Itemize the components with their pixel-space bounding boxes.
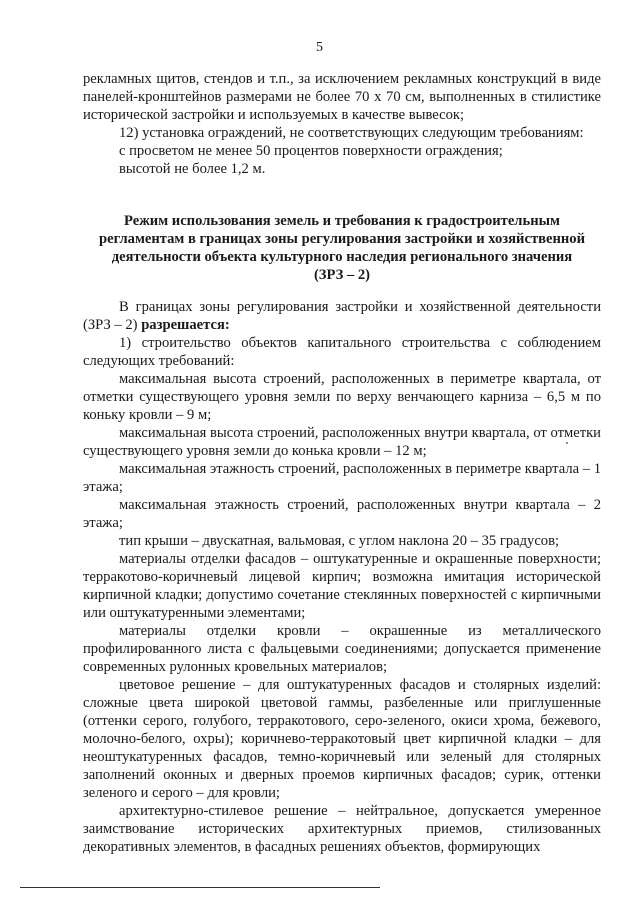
paragraph: 12) установка ограждений, не соответствующих следующим требованиям: [119,125,584,141]
paragraph: максимальная этажность строений, расположенных внутри квартала – 2 этажа; [83,497,601,531]
paragraph: с просветом не менее 50 процентов поверхности ограждения; [119,143,503,159]
section-title-line: деятельности объекта культурного наследия регионального значения [111,249,573,265]
paragraph: максимальная этажность строений, расположенных в периметре квартала – 1 этажа; [83,461,601,495]
section-title [83,212,601,284]
page-number: 5 [316,40,323,55]
paragraph: архитектурно-стилевое решение – нейтральное, допускается умеренное заимствование исторических архитектурных приемов, стилизованных декоративных элементов, в фасадных решениях объектов, формирующих [83,803,601,855]
paragraph: материалы отделки фасадов – оштукатуренные и окрашенные поверхности; терракотово-коричневый лицевой кирпич; возможна имитация исторической кирпичной кладки; допустимо сочетание стеклянных поверхностей с кирпичными или оштукатуренными элементами; [83,551,601,621]
top-section [83,70,601,178]
section-title-line: регламентам в границах зоны регулирования застройки и хозяйственной [99,231,585,247]
intro-text: В границах зоны регулирования застройки и хозяйственной деятельности (ЗРЗ – 2) [83,299,601,333]
scan-speck [566,442,568,444]
main-section [83,298,601,856]
paragraph: рекламных щитов, стендов и т.п., за исключением рекламных конструкций в виде панелей-кронштейнов размерами не более 70 х 70 см, выполненных в стилистике исторической застройки и используемых в качестве вывесок; [83,71,601,123]
intro-bold: разрешается: [141,317,230,333]
paragraph: материалы отделки кровли – окрашенные из металлического профилированного листа с фальцевыми соединениями; допускается применение современных рулонных кровельных материалов; [83,623,601,675]
paragraph: высотой не более 1,2 м. [119,161,266,177]
section-title-line: Режим использования земель и требования к градостроительным [124,213,560,229]
paragraph: 1) строительство объектов капитального строительства с соблюдением следующих требований: [83,335,601,369]
paragraph: цветовое решение – для оштукатуренных фасадов и столярных изделий: сложные цвета широкой цветовой гаммы, разбеленные или приглушенные (оттенки серого, голубого, терракотового, серо-зеленого, окиси хрома, бежевого, молочно-белого, охры); коричнево-терракотовый цвет кирпичной кладки – для неоштукатуренных фасадов, темно-коричневый или зеленый для столярных заполнений оконных и дверных проемов кирпичных фасадов; сурик, оттенки зеленого и серого – для кровли; [83,677,601,801]
paragraph: тип крыши – двускатная, вальмовая, с углом наклона 20 – 35 градусов; [119,533,560,549]
intro-paragraph [83,298,601,334]
section-title-line: (ЗРЗ – 2) [313,267,371,283]
footnote-rule [20,887,380,888]
paragraph: максимальная высота строений, расположенных внутри квартала, от отметки существующего уровня земли до конька кровли – 12 м; [83,425,601,459]
paragraph: максимальная высота строений, расположенных в периметре квартала, от отметки существующего уровня земли по верху венчающего карниза – 6,5 м по коньку кровли – 9 м; [83,371,601,423]
